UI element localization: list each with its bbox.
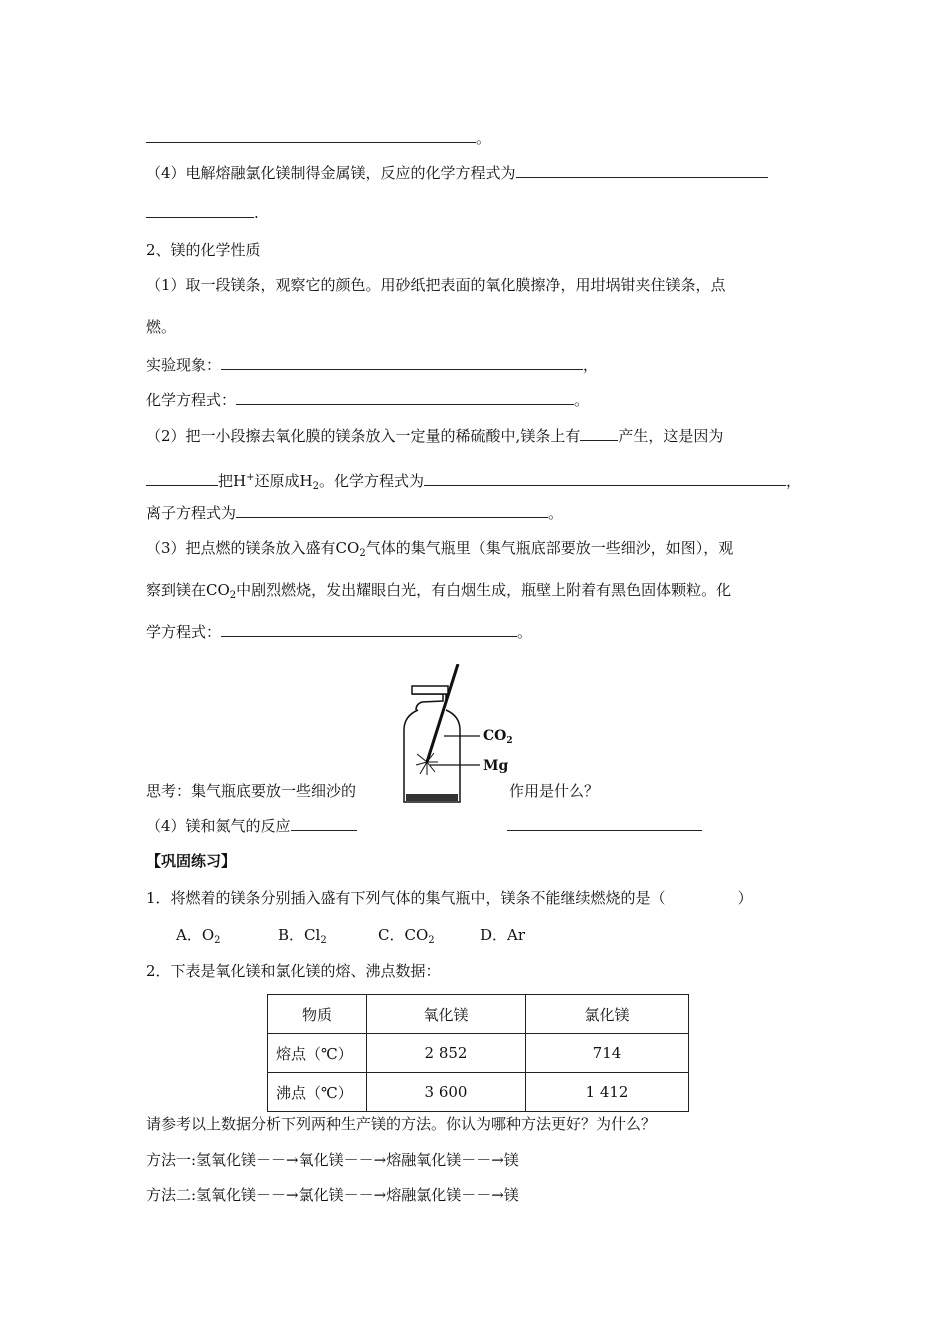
option-c[interactable]: C．$CO_2$ bbox=[378, 926, 435, 946]
answer-line-1: 。 bbox=[146, 128, 491, 148]
part-2-line-2: 把H+还原成$H_2$。化学方程式为 ， bbox=[146, 468, 801, 497]
blank[interactable] bbox=[146, 128, 476, 143]
bottle-stopper bbox=[412, 686, 448, 694]
part-4-nitrogen: （4）镁和氮气的反应 bbox=[146, 816, 702, 836]
part-3-line-2: 察到镁在$CO_2$中剧烈燃烧，发出耀眼白光，有白烟生成，瓶壁上附着有黑色固体颗粒。化 bbox=[146, 581, 732, 601]
question-4-continuation: . bbox=[146, 203, 259, 223]
phenomenon-line: 实验现象： ， bbox=[146, 356, 599, 374]
table-header-row bbox=[268, 995, 689, 1034]
part-3-line-3: 学方程式： 。 bbox=[146, 623, 533, 641]
table-cell: 2 852 bbox=[367, 1034, 526, 1073]
section-2-title: 2、镁的化学性质 bbox=[146, 241, 261, 259]
analysis-question: 请参考以上数据分析下列两种生产镁的方法。你认为哪种方法更好？为什么？ bbox=[146, 1115, 657, 1133]
exercise-2: 2．下表是氧化镁和氯化镁的熔、沸点数据： bbox=[146, 962, 441, 980]
blank[interactable] bbox=[236, 390, 574, 405]
blank[interactable] bbox=[236, 503, 548, 518]
co2-label: $CO_2$ bbox=[483, 728, 513, 746]
melting-boiling-table bbox=[267, 994, 689, 1112]
table-row bbox=[268, 1073, 689, 1112]
table-header: 氯化镁 bbox=[526, 995, 689, 1034]
option-b[interactable]: B．$Cl_2$ bbox=[278, 926, 327, 946]
table-cell: 熔点（℃） bbox=[268, 1034, 367, 1073]
blank[interactable] bbox=[221, 355, 583, 370]
table-cell: 1 412 bbox=[526, 1073, 689, 1112]
part-2-line-1: （2）把一小段擦去氧化膜的镁条放入一定量的稀硫酸中,镁条上有 产生，这是因为 bbox=[146, 427, 724, 445]
part-1-line-2: 燃。 bbox=[146, 318, 177, 336]
option-a[interactable]: A．$O_2$ bbox=[176, 926, 221, 946]
ionic-equation-line: 离子方程式为 。 bbox=[146, 504, 564, 522]
mg-label: Mg bbox=[483, 758, 509, 774]
method-1: 方法一:氢氧化镁－－→氧化镁－－→熔融氧化镁－－→镁 bbox=[146, 1151, 519, 1169]
table-row bbox=[268, 1034, 689, 1073]
table-header: 物质 bbox=[268, 995, 367, 1034]
equation-line: 化学方程式： 。 bbox=[146, 391, 590, 409]
practice-title: 【巩固练习】 bbox=[146, 852, 237, 870]
blank[interactable] bbox=[424, 471, 786, 486]
question-4-electrolysis: （4）电解熔融氯化镁制得金属镁，反应的化学方程式为 bbox=[146, 163, 768, 183]
table-header: 氧化镁 bbox=[367, 995, 526, 1034]
think-question: 思考：集气瓶底要放一些细沙的 作用是什么？ bbox=[146, 782, 600, 800]
blank[interactable] bbox=[146, 203, 254, 218]
table-cell: 沸点（℃） bbox=[268, 1073, 367, 1112]
exercise-1-options bbox=[176, 925, 525, 951]
table-cell: 714 bbox=[526, 1034, 689, 1073]
option-d[interactable]: D．Ar bbox=[480, 926, 526, 944]
part-3-line-1: （3）把点燃的镁条放入盛有$CO_2$气体的集气瓶里（集气瓶底部要放一些细沙，如图），观 bbox=[146, 539, 734, 559]
burning-sparks bbox=[416, 753, 438, 775]
exercise-1: 1．将燃着的镁条分别插入盛有下列气体的集气瓶中，镁条不能继续燃烧的是（ ） bbox=[146, 889, 753, 907]
table-cell: 3 600 bbox=[367, 1073, 526, 1112]
method-2: 方法二:氢氧化镁－－→氯化镁－－→熔融氯化镁－－→镁 bbox=[146, 1186, 519, 1204]
tongs-rod bbox=[427, 664, 458, 762]
blank[interactable] bbox=[221, 622, 517, 637]
blank[interactable] bbox=[580, 426, 618, 441]
blank[interactable] bbox=[146, 471, 218, 486]
blank[interactable] bbox=[507, 816, 702, 831]
blank[interactable] bbox=[516, 163, 768, 178]
blank[interactable] bbox=[291, 816, 357, 831]
part-1-line-1: （1）取一段镁条，观察它的颜色。用砂纸把表面的氧化膜擦净，用坩埚钳夹住镁条，点 bbox=[146, 276, 726, 294]
